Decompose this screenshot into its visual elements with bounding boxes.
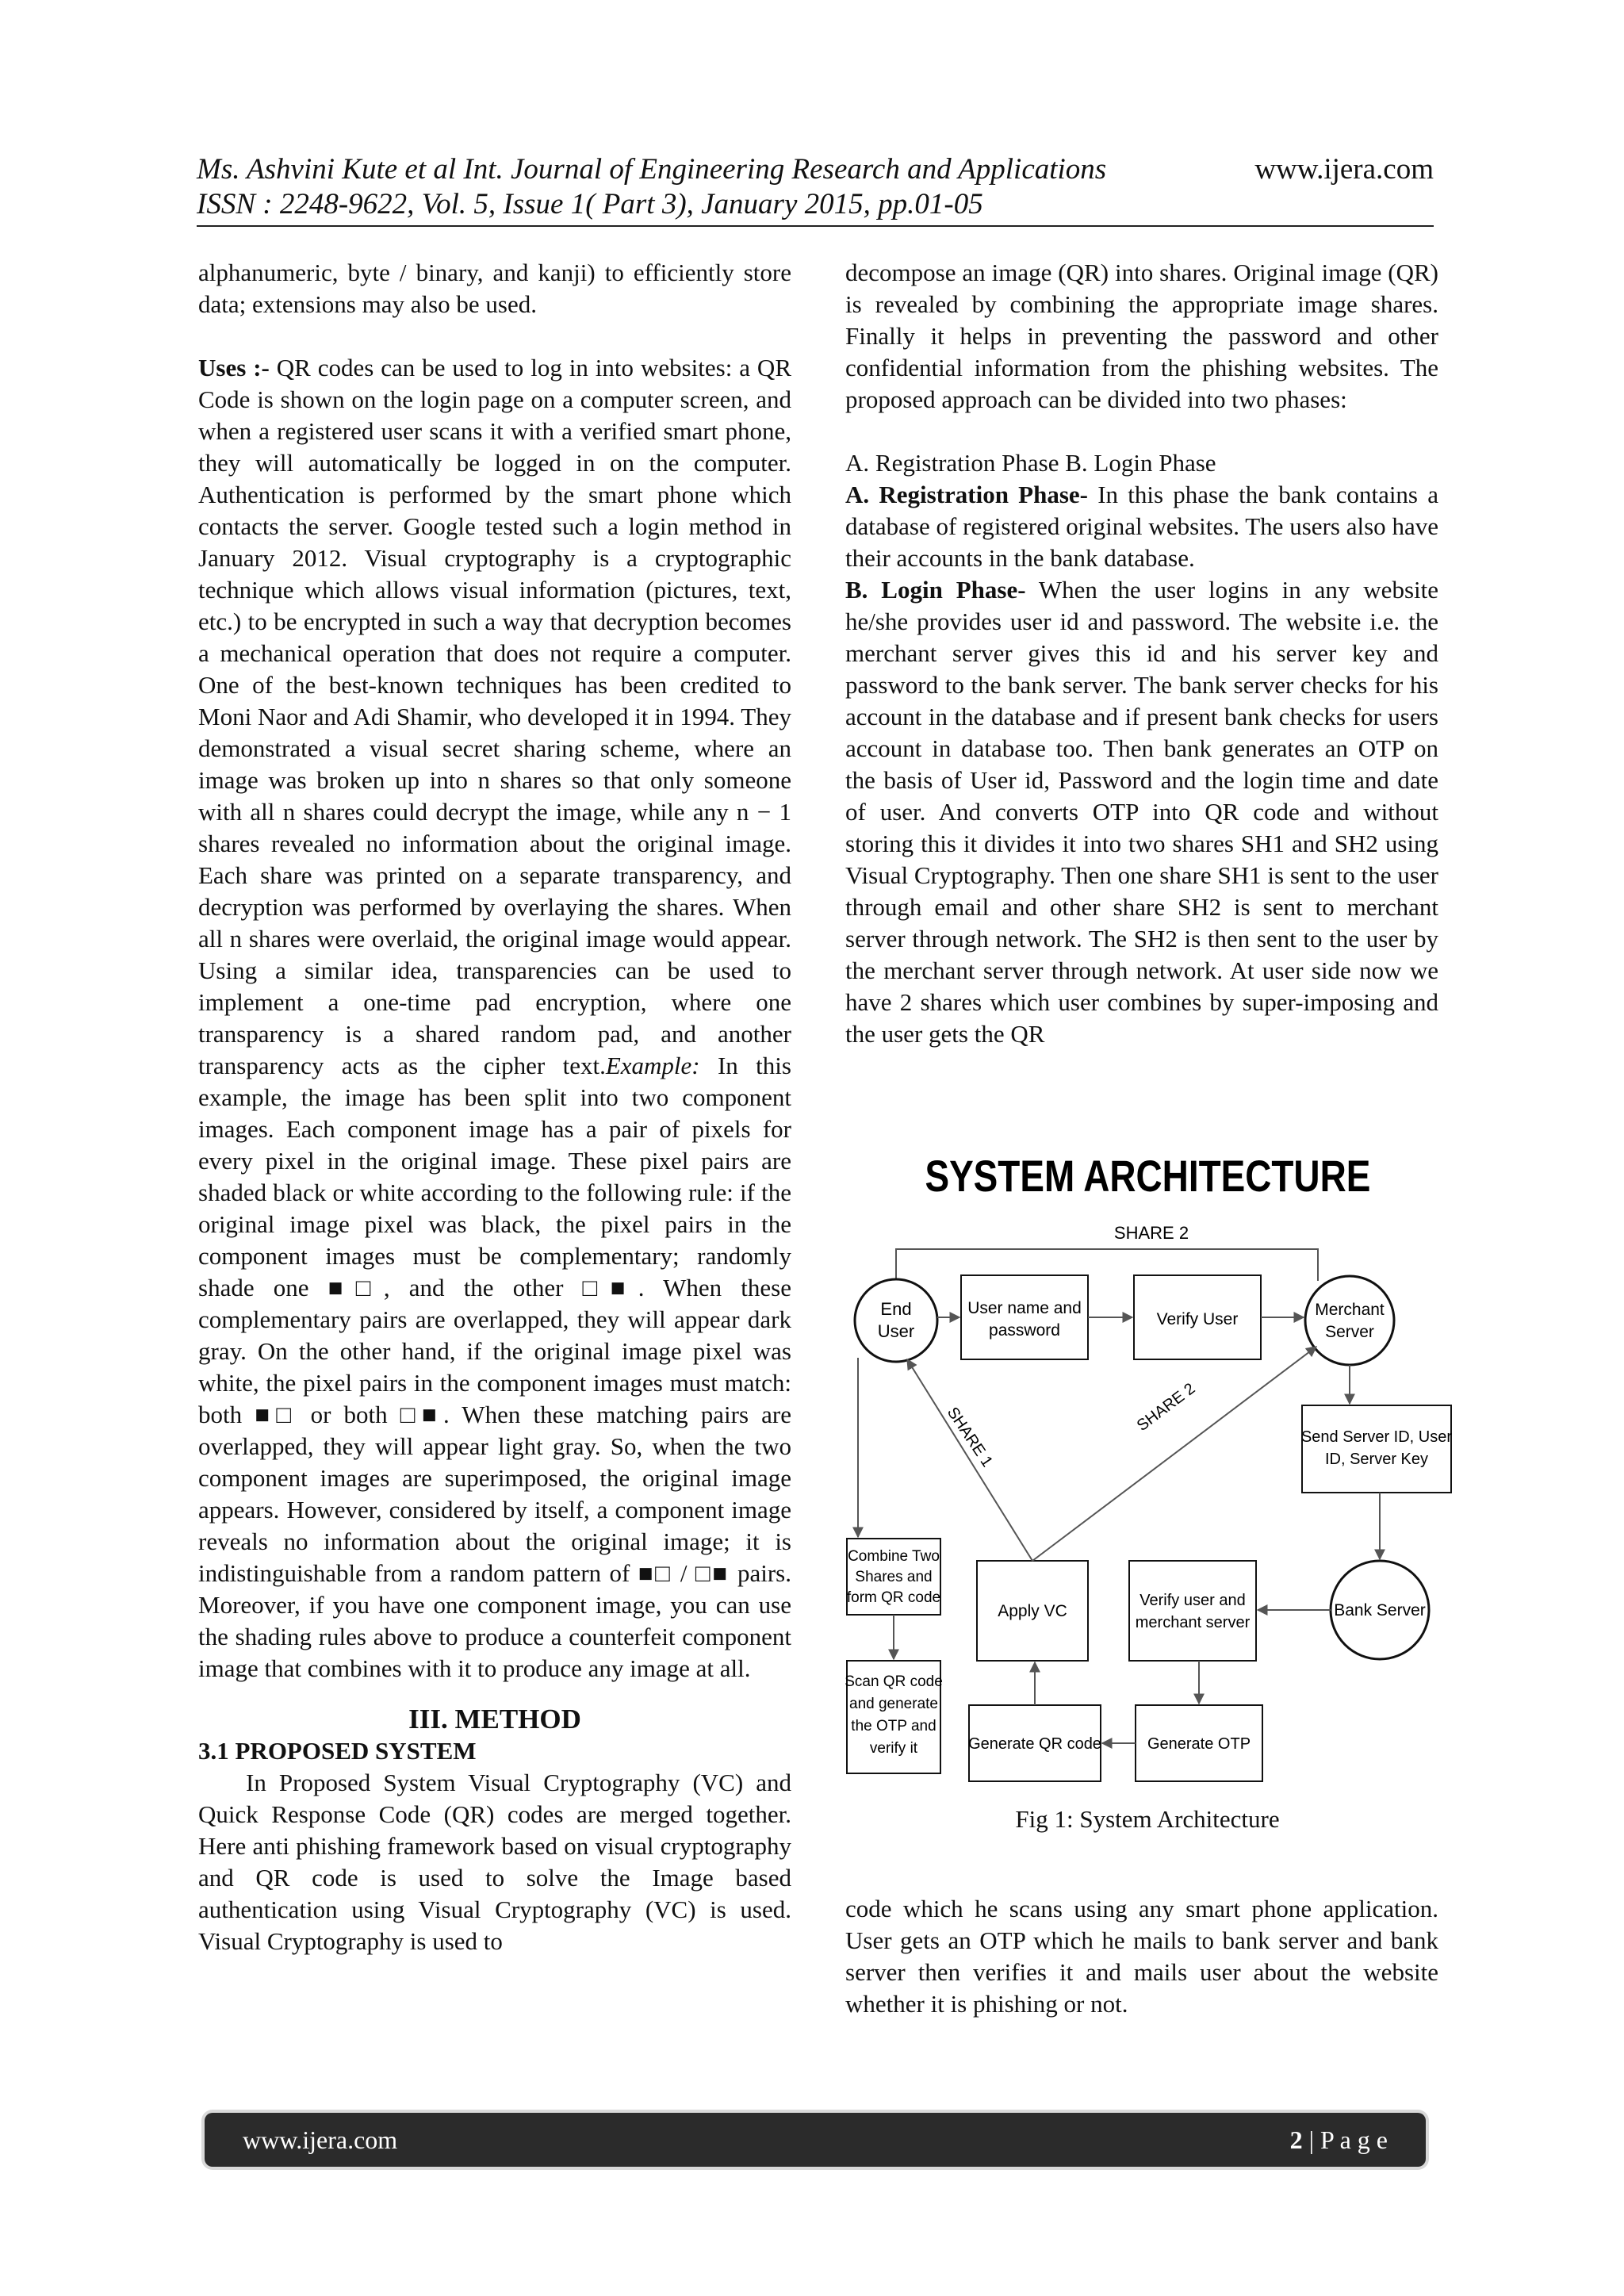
uses-paragraph: Uses :- QR codes can be used to log in into websites: a QR Code is shown on the login page on a computer screen, and when a registered user scans it with a verified smart phone, they will automatically be logged in on the computer. Authentication is performed by the smart phone which contacts the server. Google tested such a login method in January 2012. Visual cryptography is a cryptographic technique which allows visual information (pictures, text, etc.) to be encrypted in such a way that decryption becomes a mechanical operation that does not require a computer. One of the best-known techniques has been credited to Moni Naor and Adi Shamir, who developed it in 1994. They demonstrated a visual secret sharing scheme, where an image was broken up into n shares so that only someone with all n shares could decrypt the image, while any n − 1 shares revealed no information about the original image. Each share was printed on a separate transparency, and decryption was performed by overlaying the shares. When all n shares were overlaid, the original image would appear. Using a similar idea, transparencies can be used to implement a one-time pad encryption, where one transparency is a shared random pad, and another transparency acts as the cipher text.Example: In this example, the image has been split into two component images. Each component image has a pair of pixels for every pixel in the original image. These pixel pairs are shaded black or white according to the following rule: if the original image pixel was black, the pixel pairs in the component images must be complementary; randomly shade one ■□, and the other □■. When these complementary pairs are overlapped, they will appear dark gray. On the other hand, if the original image pixel was white, the pixel pairs in the component images must match: both ■□ or both □■. When these matching pairs are overlapped, they will appear light gray. So, when the two component images are superimposed, the original image appears. However, considered by itself, a component image reveals no information about the original image; it is indistinguishable from a random pattern of ■□ / □■ pairs. Moreover, if you have one component image, you can use the shading rules above to produce a counterfeit component image that combines with it to produce any image at all.	[198, 354, 792, 1682]
svg-text:Verify user and: Verify user and	[1139, 1592, 1246, 1609]
svg-text:ID, Server Key: ID, Server Key	[1324, 1451, 1429, 1468]
share2-diag-label: SHARE 2	[1133, 1379, 1199, 1435]
svg-text:Send Server ID, User: Send Server ID, User	[1300, 1428, 1453, 1446]
send-server-id-box	[1302, 1405, 1451, 1493]
svg-text:merchant server: merchant server	[1135, 1614, 1251, 1631]
system-architecture-figure	[842, 1150, 1453, 1848]
share1-arrow	[907, 1359, 1032, 1561]
verify-user-merchant-box	[1129, 1561, 1256, 1661]
svg-text:Scan QR code: Scan QR code	[845, 1673, 943, 1690]
svg-text:Verify User: Verify User	[1156, 1310, 1239, 1328]
header-issn: ISSN : 2248-9622, Vol. 5, Issue 1( Part 3), January 2015, pp.01-05	[197, 188, 983, 220]
svg-text:Combine Two: Combine Two	[848, 1548, 940, 1565]
svg-text:Server: Server	[1325, 1323, 1374, 1341]
uses-label: Uses :-	[198, 354, 270, 381]
svg-text:Generate OTP: Generate OTP	[1147, 1735, 1251, 1753]
svg-text:Generate QR code: Generate QR code	[968, 1735, 1101, 1753]
svg-text:Shares and: Shares and	[855, 1569, 933, 1585]
figure-caption: Fig 1: System Architecture	[1015, 1805, 1280, 1833]
svg-text:Bank Server: Bank Server	[1334, 1601, 1426, 1619]
example-label: Example:	[605, 1052, 700, 1079]
svg-text:form QR code: form QR code	[846, 1589, 941, 1606]
svg-text:Apply VC: Apply VC	[998, 1602, 1067, 1620]
page-number: 2 | P a g e	[1289, 2125, 1388, 2154]
svg-text:Merchant: Merchant	[1315, 1301, 1385, 1319]
section-title: III. METHOD	[408, 1704, 581, 1734]
merchant-server-node	[1305, 1276, 1394, 1365]
paragraph: In Proposed System Visual Cryptography (VC) and Quick Response Code (QR) codes are merged together. Here anti phishing framework based on visual cryptography and QR code is used to solve the Image based authentication using Visual Cryptography (VC) is used. Visual Cryptography is used to	[198, 1769, 791, 1955]
paragraph: decompose an image (QR) into shares. Original image (QR) is revealed by combining the appropriate image shares. Finally it helps in preventing the password and other confidential information from the phishing websites. The proposed approach can be divided into two phases:	[845, 259, 1438, 413]
username-password-box	[961, 1275, 1088, 1359]
svg-text:verify it: verify it	[869, 1740, 918, 1757]
svg-text:User name and: User name and	[967, 1299, 1082, 1317]
end-user-node	[855, 1279, 937, 1362]
footer-site[interactable]: www.ijera.com	[243, 2125, 398, 2154]
end-user-label: End	[880, 1299, 912, 1319]
page-footer	[205, 2113, 1426, 2167]
svg-text:and generate: and generate	[849, 1696, 938, 1712]
registration-paragraph: A. Registration Phase- In this phase the bank contains a database of registered original websites. The users also have their accounts in the bank database.	[845, 481, 1438, 572]
right-column	[845, 257, 1438, 1050]
header-rule	[197, 225, 1434, 227]
login-paragraph: B. Login Phase- When the user logins in any website he/she provides user id and password. The website i.e. the merchant server gives this id and his server key and password to the bank server. The bank server checks for his account in the database and if present bank checks for users account in database too. Then bank generates an OTP on the basis of User id, Password and the login time and date of user. And converts OTP into QR code and without storing this it divides it into two shares SH1 and SH2 using Visual Cryptography. Then one share SH1 is sent to the user through email and other share SH2 is sent to merchant server through network. The SH2 is then sent to the user by the merchant server through network. At user side now we have 2 shares which user combines by super-imposing and the user gets the QR	[845, 576, 1438, 1048]
running-header	[197, 152, 1434, 222]
paragraph: code which he scans using any smart phone application. User gets an OTP which he mails to bank server and bank server then verifies it and mails user about the website whether it is phishing or not.	[845, 1895, 1438, 2018]
svg-text:password: password	[989, 1321, 1060, 1340]
phases-line: A. Registration Phase B. Login Phase	[845, 449, 1216, 477]
left-column	[198, 257, 791, 1957]
subsection-title: 3.1 PROPOSED SYSTEM	[198, 1737, 477, 1765]
share2-diag-arrow	[1032, 1347, 1316, 1561]
header-site[interactable]: www.ijera.com	[1254, 153, 1434, 186]
header-citation: Ms. Ashvini Kute et al Int. Journal of Engineering Research and Applications	[197, 153, 1107, 186]
share2-top-label: SHARE 2	[1113, 1223, 1189, 1243]
paragraph: alphanumeric, byte / binary, and kanji) to efficiently store data; extensions may also be used.	[198, 259, 791, 318]
figure-title: SYSTEM ARCHITECTURE	[925, 1151, 1371, 1202]
svg-text:the OTP and: the OTP and	[851, 1718, 936, 1734]
share1-label: SHARE 1	[943, 1404, 996, 1470]
end-user-label: User	[877, 1321, 915, 1341]
